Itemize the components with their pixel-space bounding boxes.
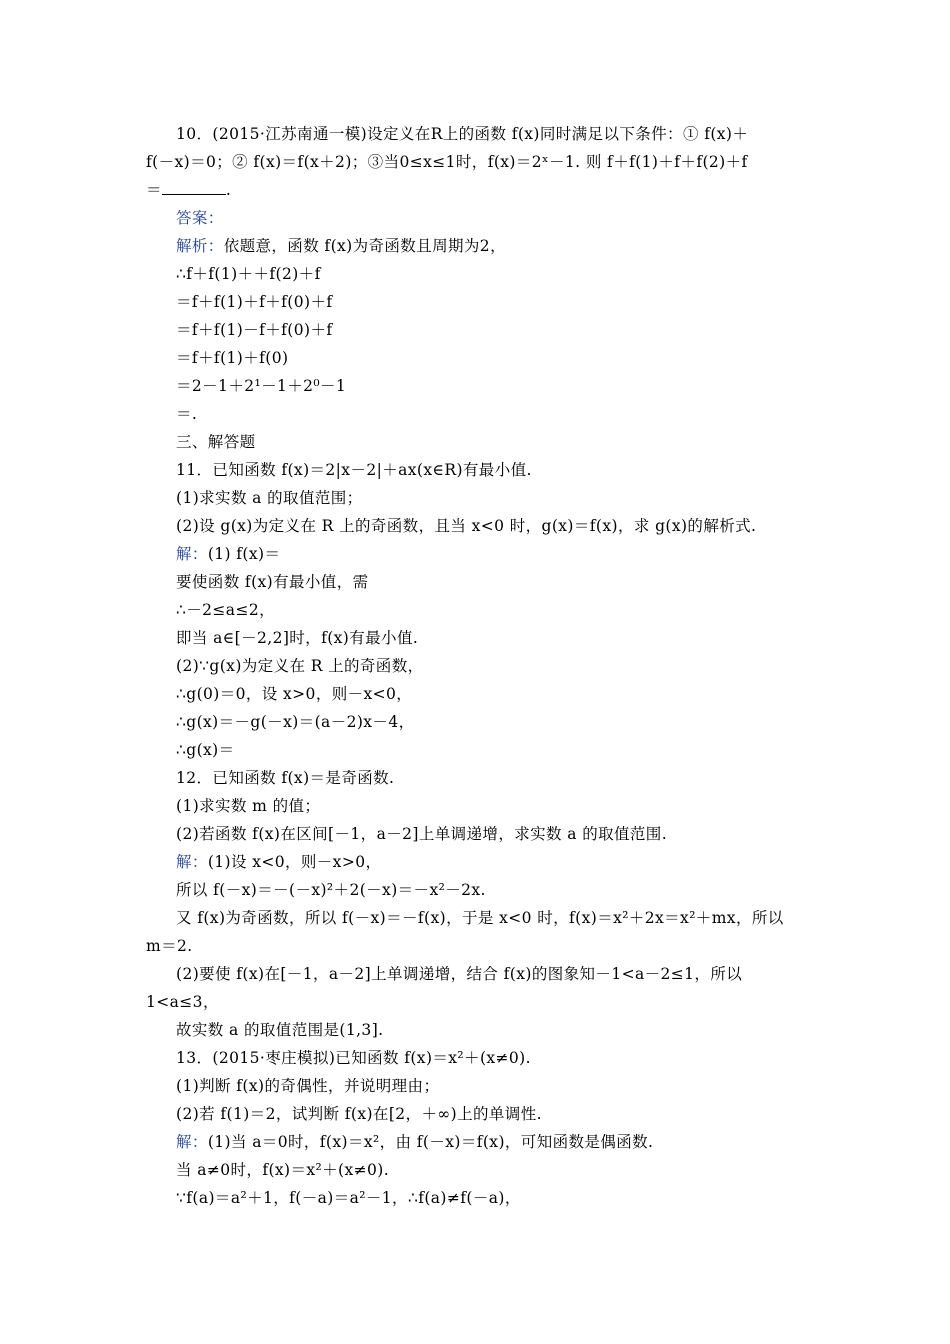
q11-solution-6: ∴g(0)＝0，设 x>0，则－x<0， — [176, 685, 413, 703]
q11-solution-4: 即当 a∈[－2,2]时，f(x)有最小值. — [176, 629, 419, 647]
q11-solution-7: ∴g(x)＝－g(－x)＝(a－2)x－4， — [176, 713, 415, 731]
q11-part-2: (2)设 g(x)为定义在 R 上的奇函数，且当 x<0 时，g(x)＝f(x)，求 g(x)的解析式. — [176, 517, 757, 535]
q11-part-1: (1)求实数 a 的取值范围； — [176, 489, 363, 507]
q10-answer — [176, 208, 224, 228]
q12-solution-5: (2)要使 f(x)在[－1，a－2]上单调递增，结合 f(x)的图象知－1<a－2≤1，所以 — [176, 965, 743, 983]
q10-line3: ＝ . — [146, 181, 232, 199]
answer-label: 答案： — [176, 209, 224, 227]
q12-solution-6: 1<a≤3， — [146, 993, 219, 1011]
q12-solution-2: 所以 f(－x)＝－(－x)²＋2(－x)＝－x²－2x. — [176, 881, 486, 899]
q13-part-2: (2)若 f(1)＝2，试判断 f(x)在[2，＋∞)上的单调性. — [176, 1105, 542, 1123]
q10-solution-2: ∴f＋f(1)＋＋f(2)＋f — [176, 265, 321, 283]
q11-solution-3: ∴－2≤a≤2， — [176, 601, 276, 619]
q12-solution-3: 又 f(x)为奇函数，所以 f(－x)＝－f(x)，于是 x<0 时，f(x)＝x²＋2x＝x²＋mx，所以 — [176, 909, 784, 927]
q10-solution-6: ＝2－1＋2¹－1＋2⁰－1 — [176, 377, 347, 395]
q12-solution-4: m＝2. — [146, 937, 193, 955]
q13-part-1: (1)判断 f(x)的奇偶性，并说明理由； — [176, 1077, 440, 1095]
q10-solution-7: ＝. — [176, 405, 198, 423]
solution-label: 解： — [176, 545, 208, 563]
answer-blank — [162, 180, 226, 195]
q12-part-2: (2)若函数 f(x)在区间[－1，a－2]上单调递增，求实数 a 的取值范围. — [176, 825, 668, 843]
q11-stem: 11．已知函数 f(x)＝2|x－2|＋ax(x∈R)有最小值. — [176, 461, 532, 479]
q12-solution-1: 解：(1)设 x<0，则－x>0， — [176, 853, 382, 871]
q10-solution-5: ＝f＋f(1)＋f(0) — [176, 349, 289, 367]
q13-solution-1: 解：(1)当 a＝0时，f(x)＝x²，由 f(－x)＝f(x)，可知函数是偶函数. — [176, 1133, 654, 1151]
q10-line1: 10．(2015·江苏南通一模)设定义在R上的函数 f(x)同时满足以下条件：① f(x)＋ — [176, 125, 749, 143]
q12-solution-7: 故实数 a 的取值范围是(1,3]. — [176, 1021, 384, 1039]
q13-solution-3: ∵f(a)＝a²＋1，f(－a)＝a²－1，∴f(a)≠f(－a)， — [176, 1189, 521, 1207]
q13-stem: 13．(2015·枣庄模拟)已知函数 f(x)＝x²＋(x≠0). — [176, 1049, 531, 1067]
q10-solution-3: ＝f＋f(1)＋f＋f(0)＋f — [176, 293, 333, 311]
analysis-label: 解析： — [176, 237, 224, 255]
solution-label: 解： — [176, 853, 208, 871]
solution-label: 解： — [176, 1133, 208, 1151]
q11-solution-8: ∴g(x)＝ — [176, 741, 235, 759]
section-heading: 三、解答题 — [176, 433, 256, 451]
q10-line2: f(－x)＝0；② f(x)＝f(x＋2)；③当0≤x≤1时，f(x)＝2ˣ－1. 则 f＋f(1)＋f＋f(2)＋f — [146, 153, 748, 171]
q10-solution-1: 解析：依题意，函数 f(x)为奇函数且周期为2， — [176, 237, 506, 255]
q11-solution-1: 解：(1) f(x)＝ — [176, 545, 281, 563]
q12-part-1: (1)求实数 m 的值； — [176, 797, 321, 815]
q11-solution-2: 要使函数 f(x)有最小值，需 — [176, 573, 369, 591]
q10-solution-4: ＝f＋f(1)－f＋f(0)＋f — [176, 321, 333, 339]
q13-solution-2: 当 a≠0时，f(x)＝x²＋(x≠0). — [176, 1161, 390, 1179]
q11-solution-5: (2)∵g(x)为定义在 R 上的奇函数， — [176, 657, 424, 675]
q12-stem: 12．已知函数 f(x)＝是奇函数. — [176, 769, 395, 787]
